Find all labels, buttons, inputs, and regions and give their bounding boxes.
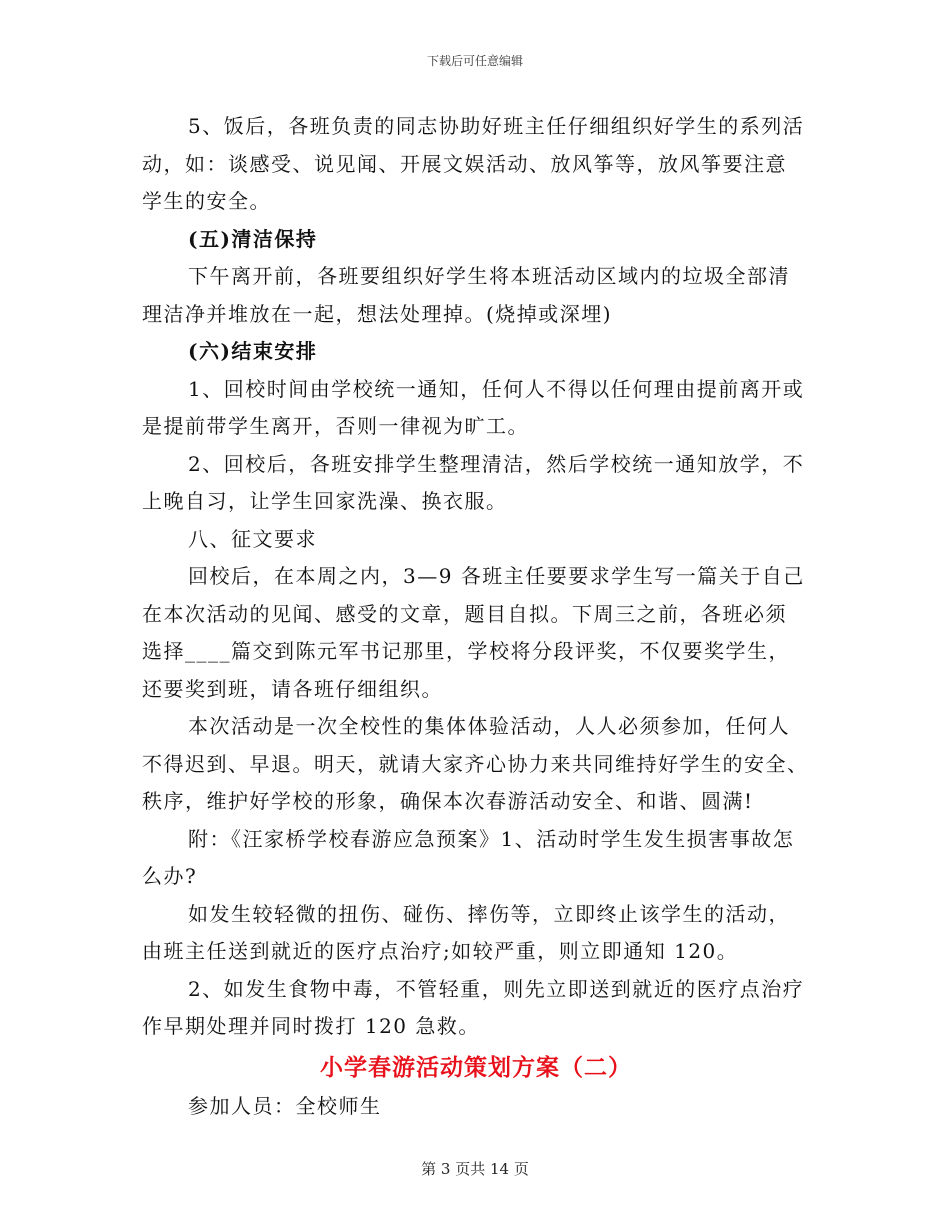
paragraph-line: 还要奖到班，请各班仔细组织。 (142, 676, 443, 701)
paragraph-line: 选择____篇交到陈元军书记那里，学校将分段评奖，不仅要奖学生， (142, 639, 790, 663)
paragraph-line: 2、如发生食物中毒，不管轻重，则先立即送到就近的医疗点治疗 (188, 976, 805, 1001)
paragraph-line: 理洁净并堆放在一起，想法处理掉。(烧掉或深埋) (142, 301, 613, 326)
paragraph-line: 秩序，维护好学校的形象，确保本次春游活动安全、和谐、圆满! (142, 789, 754, 813)
paragraph-line: 5、饭后，各班负责的同志协助好班主任仔细组织好学生的系列活 (188, 114, 805, 138)
document-body (142, 108, 810, 1125)
paragraph-line: 2、回校后，各班安排学生整理清洁，然后学校统一通知放学，不 (188, 451, 805, 476)
paragraph-line: 作早期处理并同时拨打 120 急救。 (142, 1014, 480, 1038)
section-heading: (五)清洁保持 (188, 226, 318, 251)
participants-line: 参加人员：全校师生 (188, 1093, 382, 1118)
section-heading: (六)结束安排 (188, 339, 318, 363)
section-title: 小学春游活动策划方案（二） (320, 1053, 632, 1081)
paragraph-line: 附：《汪家桥学校春游应急预案》1、活动时学生发生损害事故怎 (188, 826, 795, 851)
paragraph-line: 本次活动是一次全校性的集体体验活动，人人必须参加，任何人 (188, 714, 790, 738)
paragraph-line: 是提前带学生离开，否则一律视为旷工。 (142, 414, 529, 438)
paragraph-line: 不得迟到、早退。明天，就请大家齐心协力来共同维持好学生的安全、 (142, 751, 809, 776)
paragraph-line: 学生的安全。 (142, 189, 271, 213)
paragraph-line: 下午离开前，各班要组织好学生将本班活动区域内的垃圾全部清 (188, 264, 790, 288)
section-heading: 八、征文要求 (188, 526, 317, 551)
paragraph-line: 1、回校时间由学校统一通知，任何人不得以任何理由提前离开或 (188, 376, 805, 401)
paragraph-line: 如发生较轻微的扭伤、碰伤、摔伤等，立即终止该学生的活动， (188, 901, 790, 926)
paragraph-line: 在本次活动的见闻、感受的文章，题目自拟。下周三之前，各班必须 (142, 601, 787, 626)
page-footer: 第 3 页共 14 页 (421, 1160, 529, 1178)
paragraph-line: 回校后，在本周之内，3—9 各班主任要要求学生写一篇关于自己 (188, 564, 805, 588)
paragraph-line: 上晚自习，让学生回家洗澡、换衣服。 (142, 489, 508, 513)
page-header: 下载后可任意编辑 (426, 54, 523, 68)
paragraph-line: 么办? (142, 864, 198, 888)
paragraph-line: 由班主任送到就近的医疗点治疗;如较严重，则立即通知 120。 (142, 939, 739, 963)
paragraph-line: 动，如：谈感受、说见闻、开展文娱活动、放风筝等，放风筝要注意 (142, 151, 787, 176)
